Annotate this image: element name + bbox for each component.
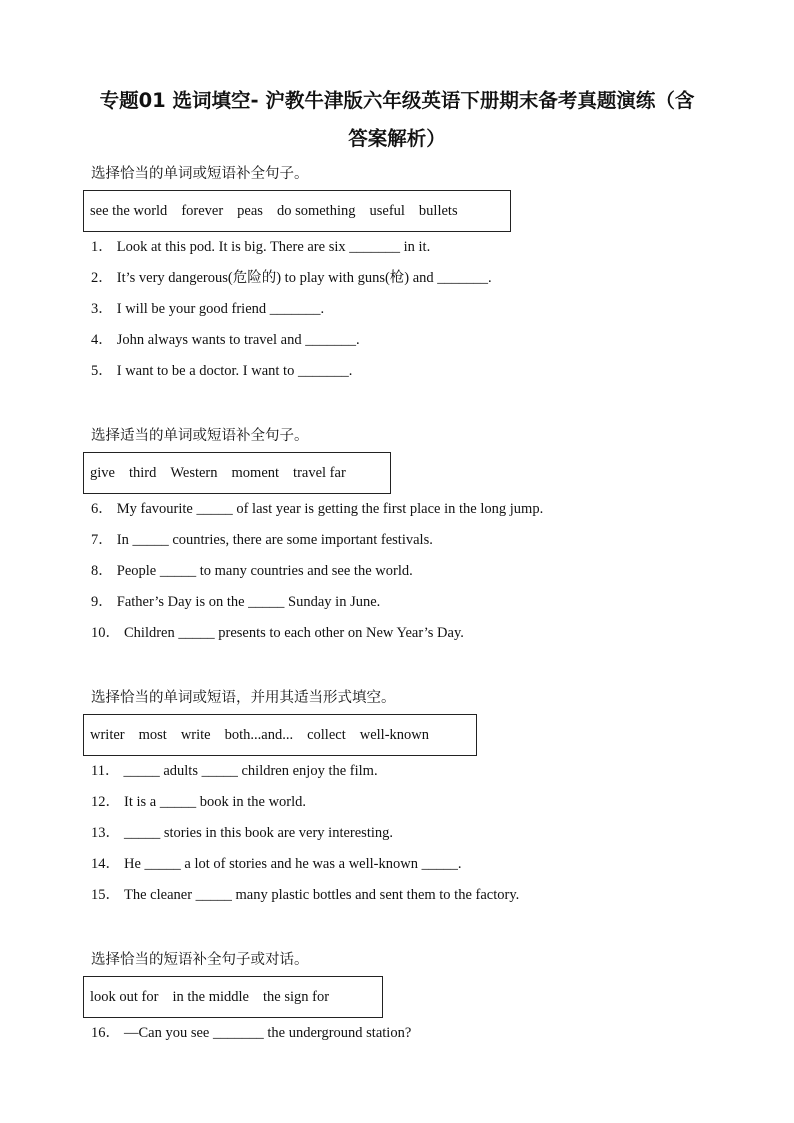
exercise-section-2 — [91, 426, 543, 649]
word-bank-item: both...and... — [224, 726, 294, 743]
question-item: 3． I will be your good friend _______. — [91, 301, 325, 317]
question-text: People _____ to many countries and see the world. — [116, 563, 413, 579]
word-bank — [83, 452, 391, 494]
question-text: In _____ countries, there are some important festivals. — [116, 532, 433, 548]
question-item: 8． People _____ to many countries and see the world. — [91, 563, 413, 579]
word-bank-item: writer — [90, 726, 125, 743]
section-instruction: 选择适当的单词或短语补全句子。 — [91, 428, 309, 444]
question-item: 11． _____ adults _____ children enjoy the film. — [91, 763, 378, 779]
question-item: 13． _____ stories in this book are very interesting. — [91, 825, 394, 841]
word-bank-item: forever — [181, 202, 224, 219]
word-bank-item: see the world — [90, 202, 168, 219]
question-item: 5． I want to be a doctor. I want to _______. — [91, 363, 353, 379]
question-item: 4． John always wants to travel and _______. — [91, 332, 360, 348]
question-item: 10． Children _____ presents to each other on New Year’s Day. — [91, 625, 464, 641]
word-bank-item: give — [90, 464, 115, 481]
question-item: 12． It is a _____ book in the world. — [91, 794, 307, 810]
page-title — [70, 82, 724, 158]
question-text: It is a _____ book in the world. — [124, 794, 307, 810]
word-bank-item: the sign for — [262, 988, 330, 1005]
question-item: 2． It’s very dangerous(危险的) to play with guns(枪) and _______. — [91, 270, 492, 286]
word-bank-item: Western — [170, 464, 218, 481]
question-text: Father’s Day is on the _____ Sunday in June. — [116, 594, 381, 610]
word-bank-item: write — [180, 726, 211, 743]
section-instruction: 选择恰当的单词或短语补全句子。 — [91, 166, 309, 182]
word-bank — [83, 190, 511, 232]
question-item: 14． He _____ a lot of stories and he was a well-known _____. — [91, 856, 462, 872]
question-text: Look at this pod. It is big. There are six _______ in it. — [116, 239, 431, 255]
question-text: The cleaner _____ many plastic bottles and sent them to the factory. — [124, 887, 520, 903]
word-bank-item: bullets — [418, 202, 458, 219]
question-item: 6． My favourite _____ of last year is getting the first place in the long jump. — [91, 501, 544, 517]
question-item: 7． In _____ countries, there are some important festivals. — [91, 532, 433, 548]
question-text: My favourite _____ of last year is getting the first place in the long jump. — [116, 501, 544, 517]
word-bank-item: third — [128, 464, 157, 481]
title-line-2: 答案解析） — [348, 127, 446, 150]
word-bank-item: do something — [276, 202, 356, 219]
title-line-1: 专题01 选词填空- 沪教牛津版六年级英语下册期末备考真题演练（含 — [99, 89, 695, 112]
question-text: —Can you see _______ the underground station? — [124, 1025, 412, 1041]
word-bank-item: useful — [369, 202, 405, 219]
question-text: John always wants to travel and _______. — [116, 332, 360, 348]
question-item: 1． Look at this pod. It is big. There are six _______ in it. — [91, 239, 431, 255]
word-bank-item: look out for — [90, 988, 159, 1005]
question-text: I will be your good friend _______. — [116, 301, 325, 317]
word-bank-item: most — [138, 726, 167, 743]
question-text: _____ adults _____ children enjoy the film. — [123, 763, 378, 779]
word-bank-item: collect — [307, 726, 346, 743]
question-item: 16． —Can you see _______ the underground station? — [91, 1025, 412, 1041]
word-bank — [83, 976, 383, 1018]
word-bank-item: moment — [231, 464, 280, 481]
section-instruction: 选择恰当的短语补全句子或对话。 — [91, 952, 309, 968]
question-item: 15． The cleaner _____ many plastic bottles and sent them to the factory. — [91, 887, 520, 903]
question-text: He _____ a lot of stories and he was a well-known _____. — [124, 856, 462, 872]
exercise-section-1 — [91, 164, 511, 387]
exercise-section-3 — [91, 688, 519, 911]
word-bank-item: in the middle — [172, 988, 249, 1005]
question-text: Children _____ presents to each other on New Year’s Day. — [124, 625, 464, 641]
word-bank-item: well-known — [359, 726, 430, 743]
question-text: It’s very dangerous(危险的) to play with guns(枪) and _______. — [116, 270, 492, 286]
exercise-section-4 — [91, 950, 411, 1049]
word-bank-item: peas — [237, 202, 263, 219]
question-item: 9． Father’s Day is on the _____ Sunday in June. — [91, 594, 381, 610]
section-instruction: 选择恰当的单词或短语，并用其适当形式填空。 — [91, 690, 396, 706]
word-bank — [83, 714, 477, 756]
question-text: _____ stories in this book are very interesting. — [124, 825, 394, 841]
word-bank-item: travel far — [293, 464, 346, 481]
question-text: I want to be a doctor. I want to _______. — [116, 363, 353, 379]
